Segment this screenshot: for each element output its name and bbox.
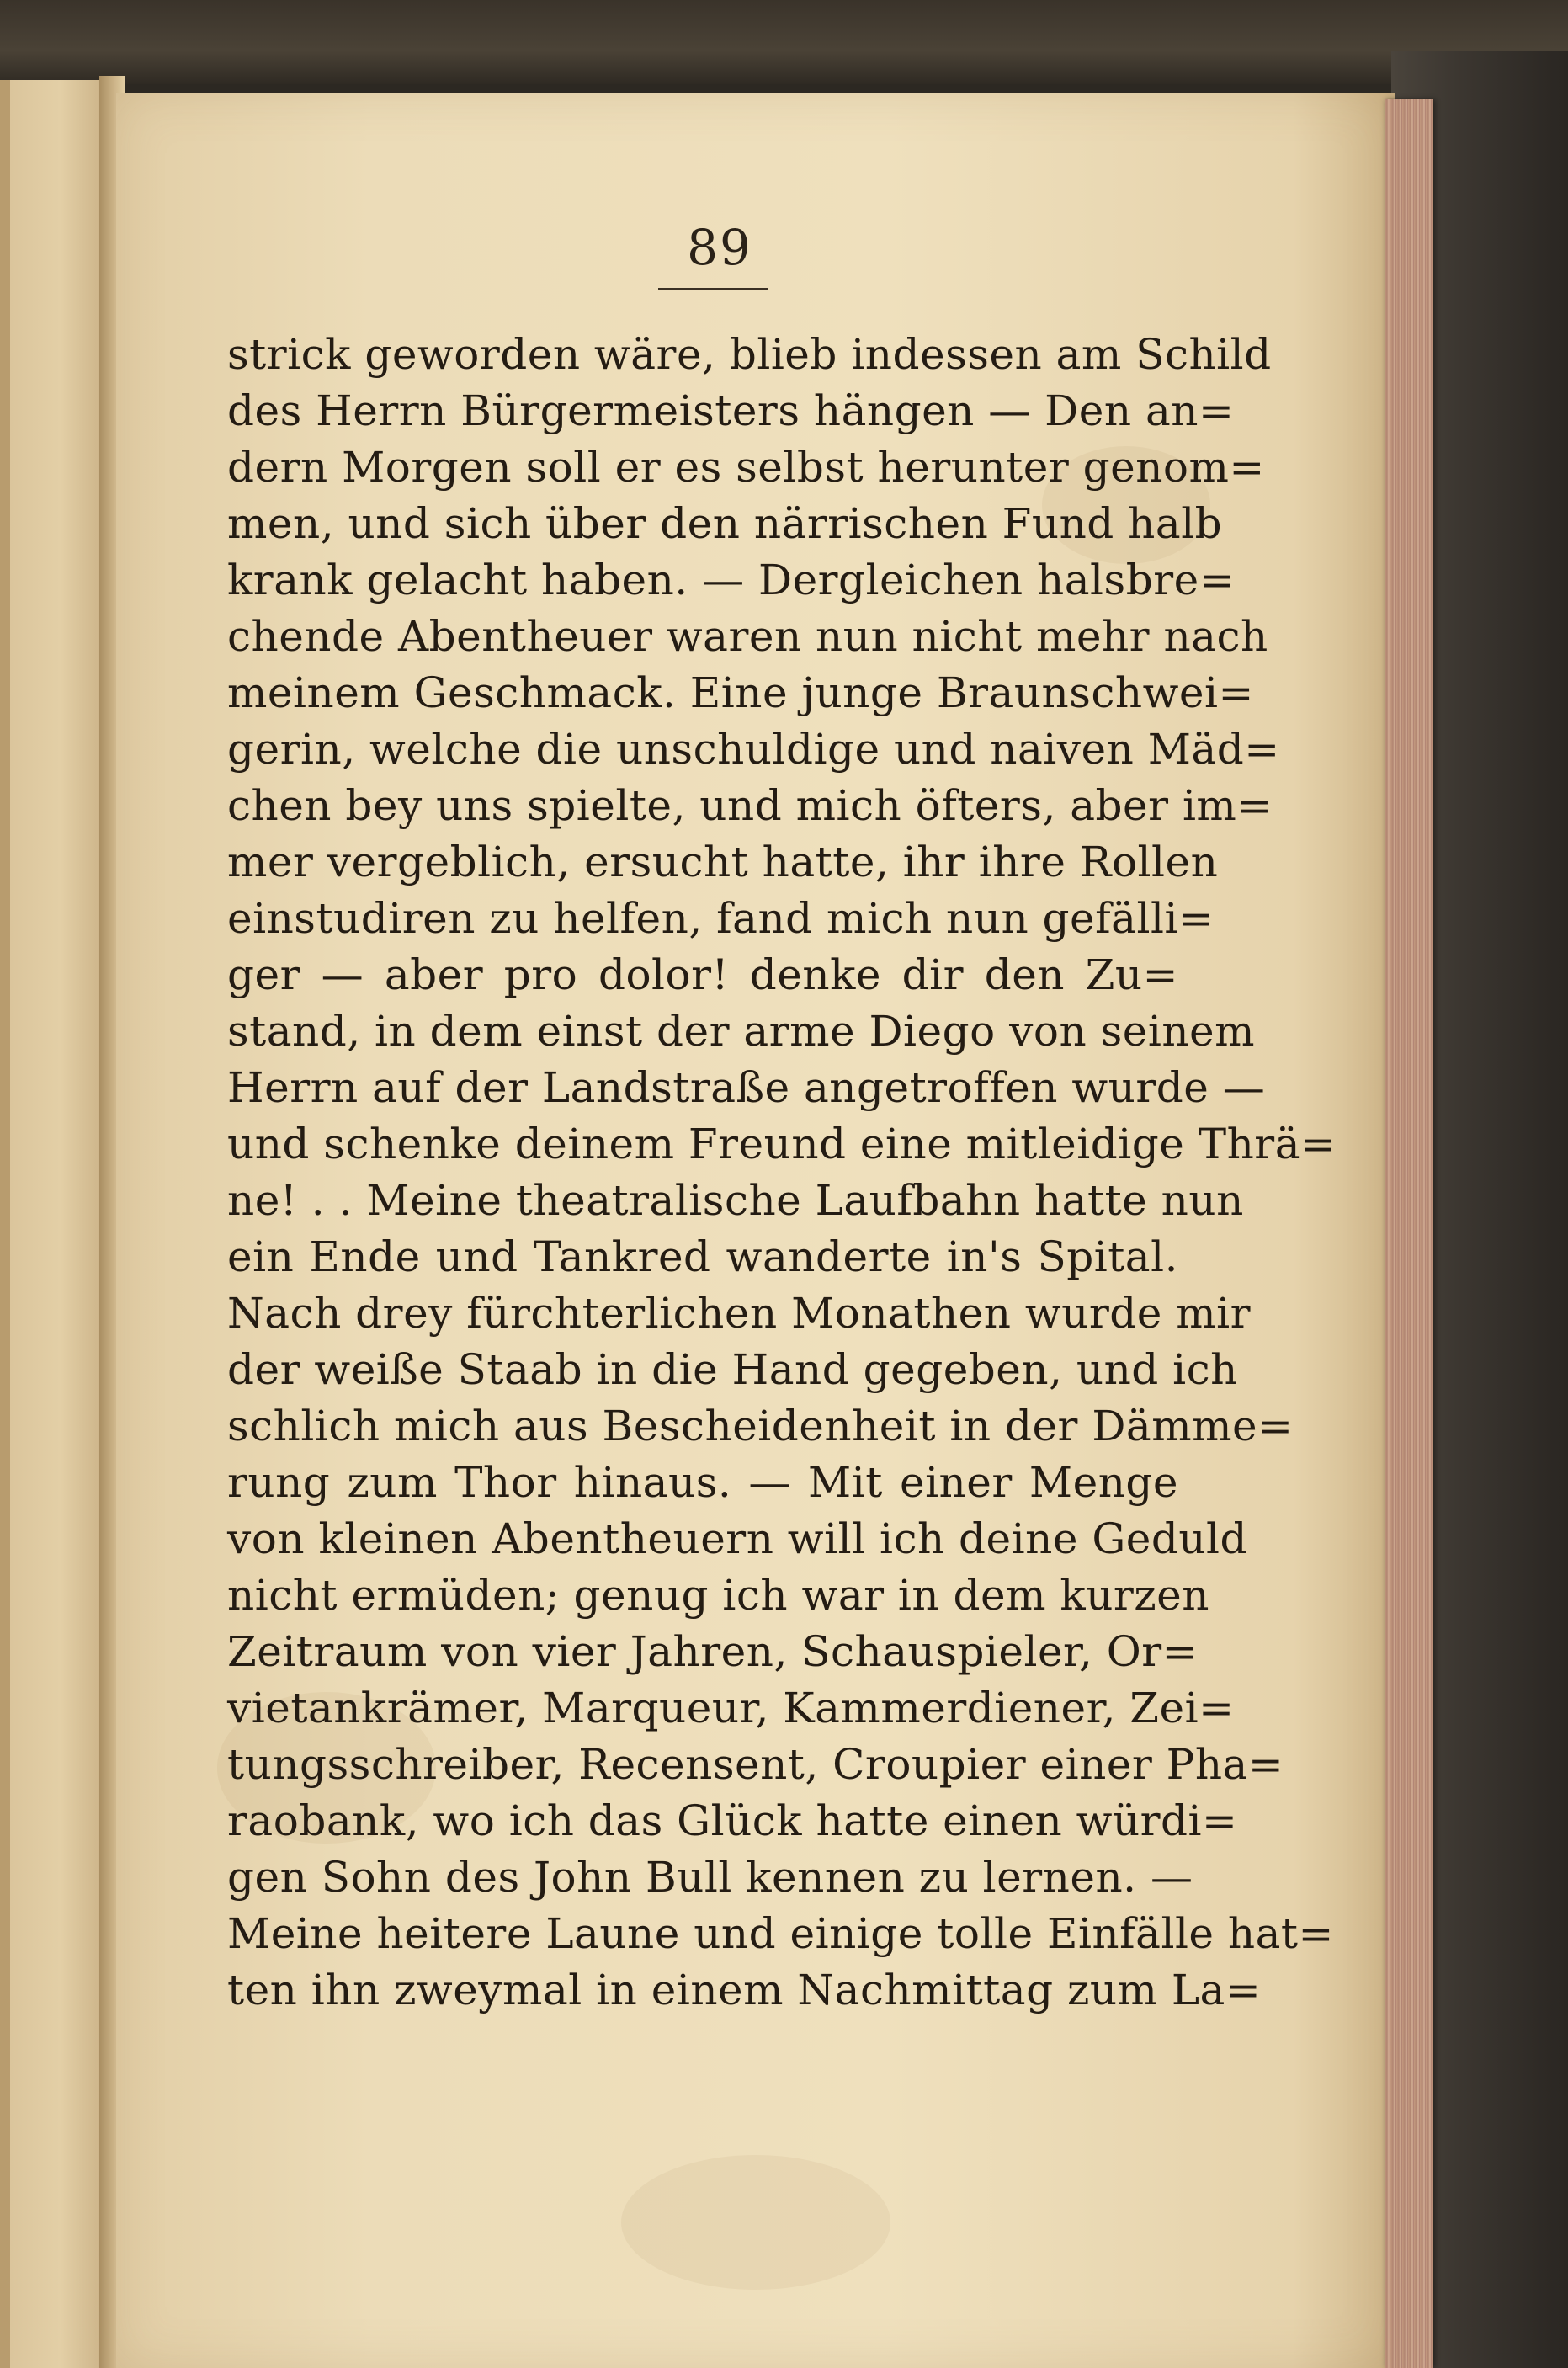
left-page-shadow (0, 80, 10, 2368)
text-line: strick geworden wäre, blieb indessen am Schild (227, 330, 1272, 379)
page-number: 89 (687, 219, 752, 276)
text-line: stand, in dem einst der arme Diego von seinem (227, 1007, 1256, 1056)
text-line: mer vergeblich, ersucht hatte, ihr ihre Rollen (227, 838, 1219, 886)
text-line: einstudiren zu helfen, fand mich nun gefälli= (227, 894, 1215, 943)
paper-stain (621, 2155, 890, 2290)
text-line: gen Sohn des John Bull kennen zu lernen. — (227, 1853, 1193, 1902)
text-line: der weiße Staab in die Hand gegeben, und ich (227, 1345, 1238, 1394)
text-line: men, und sich über den närrischen Fund halb (227, 499, 1223, 548)
text-line: Nach drey fürchterlichen Monathen wurde mir (227, 1289, 1252, 1338)
text-line: und schenke deinem Freund eine mitleidige Thrä= (227, 1120, 1337, 1168)
text-line: von kleinen Abentheuern will ich deine Geduld (227, 1514, 1248, 1563)
body-text (227, 327, 1337, 2019)
text-line: ger — aber pro dolor! denke dir den Zu= (227, 950, 1178, 999)
text-line: raobank, wo ich das Glück hatte einen würdi= (227, 1796, 1238, 1845)
page-stack-edges (1385, 99, 1433, 2368)
text-line: ten ihn zweymal in einem Nachmittag zum La= (227, 1966, 1262, 2014)
text-line: dern Morgen soll er es selbst herunter genom= (227, 443, 1265, 492)
text-line: ein Ende und Tankred wanderte in's Spital. (227, 1232, 1178, 1281)
text-line: chende Abentheuer waren nun nicht mehr nach (227, 612, 1268, 661)
text-line: Zeitraum von vier Jahren, Schauspieler, Or= (227, 1627, 1199, 1676)
text-line: Meine heitere Laune und einige tolle Einfälle hat= (227, 1909, 1334, 1958)
book-cover-top (0, 0, 1568, 84)
text-line: tungsschreiber, Recensent, Croupier einer Pha= (227, 1740, 1284, 1789)
text-line: vietankrämer, Marqueur, Kammerdiener, Zei= (227, 1684, 1235, 1732)
left-page-edge (0, 80, 109, 2368)
text-line: ne! . . Meine theatralische Laufbahn hatte nun (227, 1176, 1244, 1225)
text-line: gerin, welche die unschuldige und naiven Mäd= (227, 725, 1280, 774)
text-line: meinem Geschmack. Eine junge Braunschwei= (227, 668, 1254, 717)
text-line: des Herrn Bürgermeisters hängen — Den an= (227, 386, 1235, 435)
text-line: nicht ermüden; genug ich war in dem kurzen (227, 1571, 1209, 1620)
text-line: schlich mich aus Bescheidenheit in der Dämme= (227, 1402, 1294, 1450)
text-line: chen bey uns spielte, und mich öfters, aber im= (227, 781, 1273, 830)
page-number-rule (658, 288, 768, 290)
text-line: krank gelacht haben. — Dergleichen halsbre= (227, 556, 1236, 604)
text-line: Herrn auf der Landstraße angetroffen wurde — (227, 1063, 1266, 1112)
text-line: rung zum Thor hinaus. — Mit einer Menge (227, 1458, 1178, 1507)
